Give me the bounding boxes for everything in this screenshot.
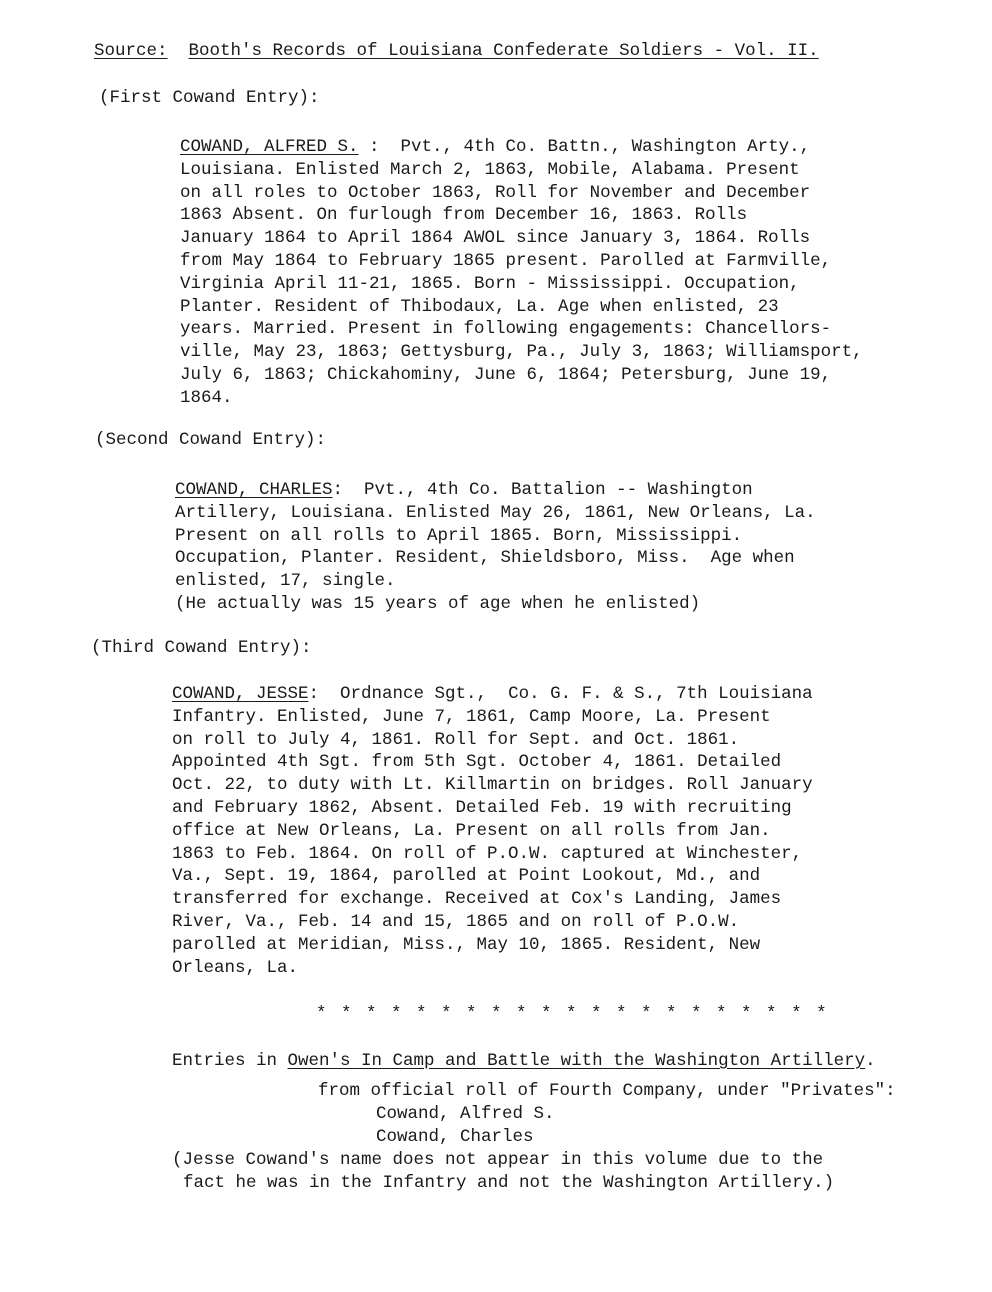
entry-line: 1863 Absent. On furlough from December 16, 1863. Rolls [180, 205, 748, 226]
star-separator: * * * * * * * * * * * * * * * * * * * * * [316, 1004, 829, 1024]
source-label: Source: [94, 41, 168, 61]
entry-body-first [180, 136, 863, 410]
jesse-note-line-1: (Jesse Cowand's name does not appear in this volume due to the [172, 1150, 824, 1170]
entry-line: Louisiana. Enlisted March 2, 1863, Mobile, Alabama. Present [180, 159, 800, 180]
entry-line: Appointed 4th Sgt. from 5th Sgt. October 4, 1861. Detailed [172, 752, 782, 773]
entry-first-line: : Ordnance Sgt., Co. G. F. & S., 7th Louisiana [308, 684, 813, 704]
owen-entries-line [172, 1050, 876, 1073]
entry-line: 1863 to Feb. 1864. On roll of P.O.W. captured at Winchester, [172, 843, 803, 864]
entry-line: Va., Sept. 19, 1864, parolled at Point Lookout, Md., and [172, 866, 761, 887]
entry-line: office at New Orleans, La. Present on all rolls from Jan. [172, 820, 771, 841]
owen-book-title: Owen's In Camp and Battle with the Washington Artillery [287, 1051, 866, 1071]
entry-line: Planter. Resident of Thibodaux, La. Age when enlisted, 23 [180, 296, 779, 317]
entry-name-charles: COWAND, CHARLES [175, 480, 333, 500]
entry-body-third [172, 683, 813, 979]
entry-line: 1864. [180, 387, 233, 408]
entry-body-second [175, 479, 816, 616]
entry-line: (He actually was 15 years of age when he enlisted) [175, 593, 701, 614]
entry-name-jesse: COWAND, JESSE [172, 684, 309, 704]
source-line [94, 40, 819, 63]
entry-name-alfred: COWAND, ALFRED S. [180, 137, 359, 157]
owen-intro: Entries in [172, 1051, 288, 1071]
entry-first-line: : Pvt., 4th Co. Battn., Washington Arty., [358, 137, 811, 157]
entry-line: on all roles to October 1863, Roll for November and December [180, 182, 811, 203]
entry-line: July 6, 1863; Chickahominy, June 6, 1864; Petersburg, June 19, [180, 364, 832, 385]
entry-line: Oct. 22, to duty with Lt. Killmartin on bridges. Roll January [172, 775, 813, 796]
source-title: Booth's Records of Louisiana Confederate Soldiers - Vol. II. [188, 41, 819, 61]
entry-line: from May 1864 to February 1865 present. Parolled at Farmville, [180, 250, 832, 271]
entry-line: enlisted, 17, single. [175, 571, 396, 592]
entry-first-line: : Pvt., 4th Co. Battalion -- Washington [332, 480, 753, 500]
owen-name-alfred: Cowand, Alfred S. [376, 1104, 555, 1124]
entry-heading-first: (First Cowand Entry): [99, 88, 320, 108]
entry-line: transferred for exchange. Received at Cox's Landing, James [172, 889, 782, 910]
owen-end: . [865, 1051, 876, 1071]
entry-line: Virginia April 11-21, 1865. Born - Mississippi. Occupation, [180, 273, 800, 294]
entry-line: River, Va., Feb. 14 and 15, 1865 and on roll of P.O.W. [172, 911, 740, 932]
entry-line: Orleans, La. [172, 957, 299, 978]
jesse-note-line-2: fact he was in the Infantry and not the Washington Artillery.) [183, 1173, 835, 1193]
entry-line: years. Married. Present in following engagements: Chancellors- [180, 319, 832, 340]
entry-line: Present on all rolls to April 1865. Born, Mississippi. [175, 525, 743, 546]
entry-line: Infantry. Enlisted, June 7, 1861, Camp Moore, La. Present [172, 706, 771, 727]
entry-line: Artillery, Louisiana. Enlisted May 26, 1861, New Orleans, La. [175, 502, 816, 523]
entry-line: and February 1862, Absent. Detailed Feb. 19 with recruiting [172, 797, 792, 818]
owen-name-charles: Cowand, Charles [376, 1127, 534, 1147]
entry-line: parolled at Meridian, Miss., May 10, 1865. Resident, New [172, 934, 761, 955]
entry-heading-third: (Third Cowand Entry): [91, 638, 312, 658]
owen-roll-line: from official roll of Fourth Company, under "Privates": [318, 1081, 896, 1101]
entry-line: Occupation, Planter. Resident, Shieldsboro, Miss. Age when [175, 548, 795, 569]
entry-heading-second: (Second Cowand Entry): [95, 430, 327, 450]
entry-line: on roll to July 4, 1861. Roll for Sept. and Oct. 1861. [172, 729, 740, 750]
entry-line: ville, May 23, 1863; Gettysburg, Pa., July 3, 1863; Williamsport, [180, 342, 863, 363]
entry-line: January 1864 to April 1864 AWOL since January 3, 1864. Rolls [180, 228, 811, 249]
